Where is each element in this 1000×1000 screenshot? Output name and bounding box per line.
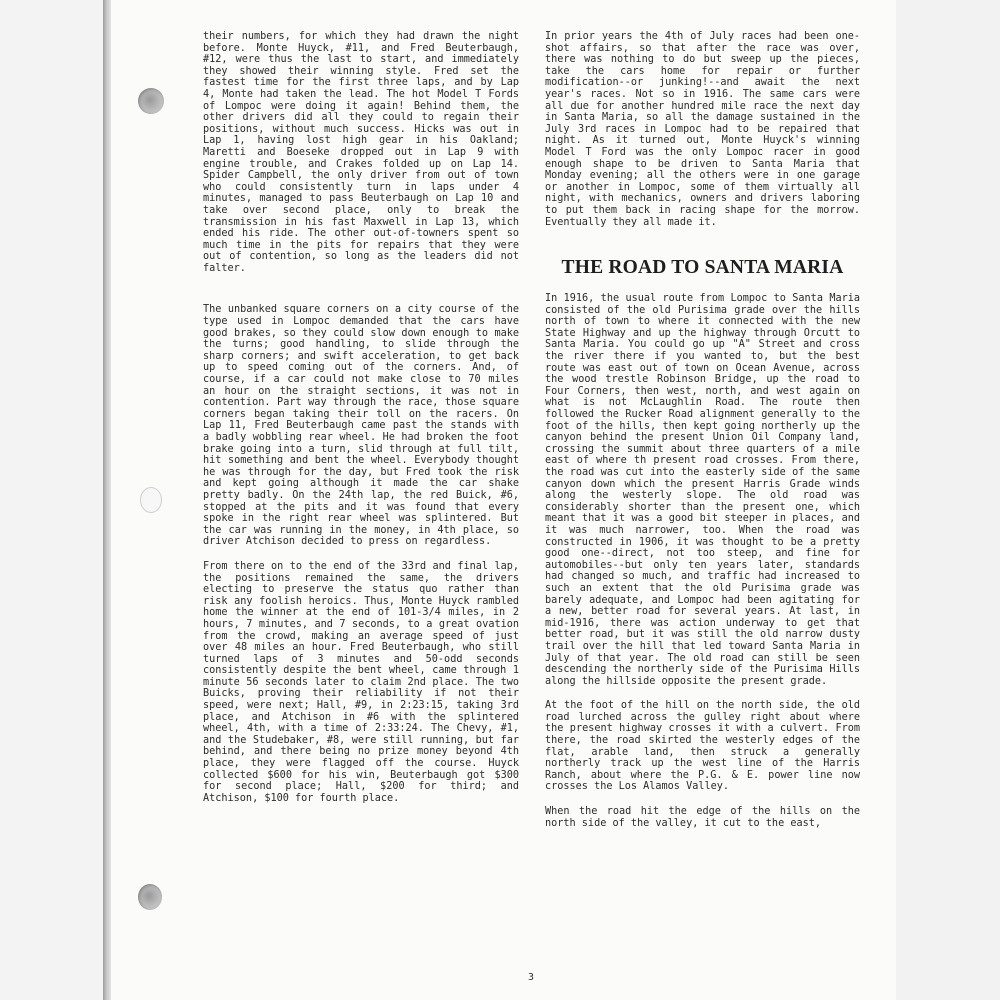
- scan-margin-left: [0, 0, 103, 1000]
- right-paragraph-4: When the road hit the edge of the hills on the north side of the valley, it cut to the east,: [545, 806, 860, 829]
- left-paragraph-1: their numbers, for which they had drawn the night before. Monte Huyck, #11, and Fred Beuterbaugh, #12, were thus the last to start, and immediately they showed their winning style. Fred set the fastest time for the first three laps, and by Lap 4, Monte had taken the lead. The hot Model T Fords of Lompoc were doing it again! Behind them, the other drivers did all they could to regain their positions, without much success. Hicks was out in Lap 1, having lost high gear in his Oakland; Maretti and Boeseke dropped out in Lap 9 with engine trouble, and Crakes folded up on Lap 14. Spider Campbell, the only driver from out of town who could consistently turn in laps under 4 minutes, managed to pass Beuterbaugh on Lap 10 and take over second place, only to break the transmission in his fast Maxwell in Lap 13, which ended his ride. The other out-of-towners spent so much time in the pits for repairs that they were out of contention, so long as the leaders did not falter.: [203, 31, 519, 274]
- punch-hole-top: [138, 88, 164, 114]
- section-heading: THE ROAD TO SANTA MARIA: [561, 257, 844, 279]
- left-paragraph-2: The unbanked square corners on a city course of the type used in Lompoc demanded that the cars have good brakes, so they could slow down enough to make the turns; good handling, to slide through the sharp corners; and swift acceleration, to get back up to speed coming out of the corners. And, of course, if a car could not make close to 70 miles an hour on the straight sections, it was not in contention. Part way through the race, those square corners began taking their toll on the racers. On Lap 11, Fred Beuterbaugh came past the stands with a badly wobbling rear wheel. He had broken the foot brake going into a turn, slid through at full tilt, hit something and bent the wheel. Everybody thought he was through for the day, but Fred took the risk and kept going although it made the car shake pretty badly. On the 24th lap, the red Buick, #6, stopped at the pits and it was found that every spoke in the right rear wheel was splintered. But the car was running in the money, in 4th place, so driver Atchison decided to press on regardless.: [203, 304, 519, 548]
- left-paragraph-3: From there on to the end of the 33rd and final lap, the positions remained the same, the drivers electing to preserve the status quo rather than risk any foolish heroics. Thus, Monte Huyck rambled home the winner at the end of 101-3/4 miles, in 2 hours, 7 minutes, and 7 seconds, to a great ovation from the crowd, making an average speed of just over 48 miles an hour. Fred Beuterbaugh, who still turned laps of 3 minutes and 50-odd seconds consistently despite the bent wheel, came through 1 minute 56 seconds later to claim 2nd place. The two Buicks, proving their reliability if not their speed, were next; Hall, #9, in 2:23:15, taking 3rd place, and Atchison in #6 with the splintered wheel, 4th, with a time of 2:33:24. The Chevy, #1, and the Studebaker, #8, were still running, but far behind, and there being no prize money beyond 4th place, they were flagged off the course. Huyck collected $600 for his win, Beuterbaugh got $300 for second place; Hall, $200 for third; and Atchison, $100 for fourth place.: [203, 560, 519, 804]
- page-binding-edge: [103, 0, 111, 1000]
- scan-margin-right: [896, 0, 1000, 1000]
- page-number: 3: [527, 972, 535, 983]
- punch-hole-middle: [140, 487, 162, 513]
- punch-hole-bottom: [138, 884, 162, 910]
- right-paragraph-1: In prior years the 4th of July races had been one-shot affairs, so that after the race was over, there was nothing to do but sweep up the pieces, take the cars home for repair or further modification--or junking!--and await the next year's races. Not so in 1916. The same cars were all due for another hundred mile race the next day in Santa Maria, so all the damage sustained in the July 3rd races in Lompoc had to be repaired that night. As it turned out, Monte Huyck's winning Model T Ford was the only Lompoc racer in good enough shape to be driven to Santa Maria that Monday evening; all the others were in one garage or another in Lompoc, some of them virtually all night, with mechanics, owners and drivers laboring to put them back in racing shape for the morrow. Eventually they all made it.: [545, 31, 860, 228]
- left-column: [203, 31, 519, 804]
- right-column: [545, 31, 860, 829]
- right-paragraph-3: At the foot of the hill on the north side, the old road lurched across the gulley right about where the present highway crosses it with a culvert. From there, the road skirted the westerly edges of the flat, arable land, then struck a generally northerly track up the west line of the Harris Ranch, about where the P.G. & E. power line now crosses the Los Alamos Valley.: [545, 700, 860, 793]
- right-paragraph-2: In 1916, the usual route from Lompoc to Santa Maria consisted of the old Purisima grade over the hills north of town to where it connected with the new State Highway and up the highway through Orcutt to Santa Maria. You could go up "A" Street and cross the river there if you wanted to, but the best route was east out of town on Ocean Avenue, across the wood trestle Robinson Bridge, up the road to Four Corners, then west, north, and west again on what is not McLaughlin Road. The route then followed the Rucker Road alignment generally to the foot of the hills, then kept going northerly up the canyon behind the present Union Oil Company land, crossing the summit about three quarters of a mile east of where th present road crosses. From there, the road was cut into the easterly side of the same canyon down which the present Harris Grade winds along the westerly slope. The old road was considerably shorter than the present one, which meant that it was a good bit steeper in places, and it was much narrower, too. When the road was constructed in 1906, it was thought to be a pretty good one--direct, not too steep, and fine for automobiles--but only ten years later, standards had changed so much, and traffic had increased to such an extent that the old Purisima grade was barely adequate, and Lompoc had been agitating for a new, better road for several years. At last, in mid-1916, there was action underway to get that better road, but it was still the old narrow dusty trail over the hill that led toward Santa Maria in July of that year. The old road can still be seen descending the northerly side of the Purisima Hills along the hillside opposite the present grade.: [545, 293, 860, 687]
